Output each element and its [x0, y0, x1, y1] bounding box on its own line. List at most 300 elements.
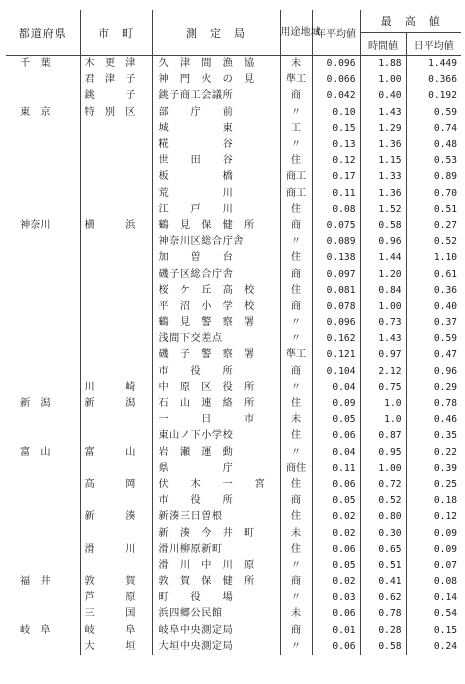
- max-daily-cell: 0.37: [433, 317, 457, 329]
- prefecture-cell: [6, 428, 80, 444]
- table-row: [6, 639, 461, 655]
- prefecture-cell: [6, 315, 80, 331]
- table-row: [6, 88, 461, 104]
- header-max-daily: 日平均値: [413, 40, 454, 52]
- station-cell: 一 日 市: [152, 412, 280, 428]
- station-cell: 鶴 見 保 健 所: [152, 218, 280, 234]
- max-daily-cell: 0.07: [433, 559, 457, 571]
- table-row: [6, 428, 461, 444]
- annual-average-cell: 0.02: [312, 509, 360, 525]
- city-cell: [80, 169, 152, 185]
- use-area-cell: 商: [280, 364, 312, 380]
- header-city: 市 町: [80, 10, 152, 56]
- header-use-area: 用途地域: [280, 10, 312, 56]
- annual-average-cell: 0.05: [312, 412, 360, 428]
- use-area-cell: 住: [280, 509, 312, 525]
- annual-average-cell: 0.06: [312, 477, 360, 493]
- annual-average-cell: 0.13: [312, 137, 360, 153]
- station-cell: 敦 賀 保 健 所: [152, 574, 280, 590]
- annual-average-cell: 0.11: [312, 186, 360, 202]
- use-area-cell: 住: [280, 202, 312, 218]
- annual-average-cell: 0.162: [312, 331, 360, 347]
- use-area-cell: 未: [280, 606, 312, 622]
- max-daily-cell: 0.08: [433, 576, 457, 588]
- max-daily-cell: 0.53: [433, 155, 457, 167]
- city-cell: [80, 250, 152, 266]
- station-cell: 桜 ケ 丘 高 校: [152, 283, 280, 299]
- city-cell: 岐 阜: [80, 623, 152, 639]
- table-row: [6, 105, 461, 121]
- max-daily-cell: 0.89: [433, 171, 457, 183]
- use-area-cell: 〃: [280, 380, 312, 396]
- annual-average-cell: 0.075: [312, 218, 360, 234]
- header-max-group: 最 高 値: [360, 10, 461, 33]
- max-daily-cell: 0.59: [433, 333, 457, 345]
- prefecture-cell: [6, 88, 80, 104]
- prefecture-cell: 岐 阜: [6, 623, 80, 639]
- max-hourly-cell: 0.30: [360, 525, 406, 541]
- table-row: [6, 72, 461, 88]
- station-cell: 久 津 間 漁 協: [152, 56, 280, 73]
- prefecture-cell: 新 潟: [6, 396, 80, 412]
- max-hourly-cell: 1.29: [360, 121, 406, 137]
- max-daily-cell: 0.22: [433, 446, 457, 458]
- max-daily-cell: 0.18: [433, 495, 457, 507]
- station-cell: 大垣中央測定局: [152, 639, 280, 655]
- city-cell: 川 崎: [80, 380, 152, 396]
- prefecture-cell: [6, 331, 80, 347]
- prefecture-cell: [6, 153, 80, 169]
- table-row: [6, 606, 461, 622]
- station-cell: 新 湊 今 井 町: [152, 525, 280, 541]
- prefecture-cell: [6, 347, 80, 363]
- station-cell: 県 庁: [152, 461, 280, 477]
- max-daily-cell: 0.52: [433, 236, 457, 248]
- table-row: [6, 574, 461, 590]
- city-cell: 芦 原: [80, 590, 152, 606]
- max-hourly-cell: 0.40: [360, 88, 406, 104]
- city-cell: 銚 子: [80, 88, 152, 104]
- city-cell: [80, 347, 152, 363]
- city-cell: [80, 412, 152, 428]
- table-row: [6, 266, 461, 282]
- prefecture-cell: [6, 525, 80, 541]
- annual-average-cell: 0.042: [312, 88, 360, 104]
- station-cell: 平 沼 小 学 校: [152, 299, 280, 315]
- max-hourly-cell: 0.80: [360, 509, 406, 525]
- prefecture-cell: [6, 542, 80, 558]
- prefecture-cell: [6, 137, 80, 153]
- use-area-cell: 〃: [280, 315, 312, 331]
- annual-average-cell: 0.15: [312, 121, 360, 137]
- air-quality-table: [6, 10, 461, 655]
- prefecture-cell: [6, 364, 80, 380]
- table-row: [6, 331, 461, 347]
- station-cell: 市 役 所: [152, 493, 280, 509]
- table-row: [6, 347, 461, 363]
- table-row: [6, 299, 461, 315]
- table-row: [6, 250, 461, 266]
- annual-average-cell: 0.06: [312, 428, 360, 444]
- annual-average-cell: 0.096: [312, 315, 360, 331]
- station-cell: 東山ノ下小学校: [152, 428, 280, 444]
- max-daily-cell: 0.54: [433, 608, 457, 620]
- station-cell: 町 役 場: [152, 590, 280, 606]
- annual-average-cell: 0.12: [312, 153, 360, 169]
- max-hourly-cell: 0.84: [360, 283, 406, 299]
- prefecture-cell: [6, 72, 80, 88]
- prefecture-cell: 富 山: [6, 445, 80, 461]
- station-cell: 市 役 所: [152, 364, 280, 380]
- max-daily-cell: 0.15: [433, 624, 457, 636]
- city-cell: [80, 315, 152, 331]
- table-row: [6, 477, 461, 493]
- max-hourly-cell: 0.58: [360, 639, 406, 655]
- max-hourly-cell: 0.87: [360, 428, 406, 444]
- max-daily-cell: 0.70: [433, 187, 457, 199]
- max-daily-cell: 0.47: [433, 349, 457, 361]
- city-cell: 新 湊: [80, 509, 152, 525]
- max-daily-cell: 0.14: [433, 592, 457, 604]
- prefecture-cell: [6, 590, 80, 606]
- city-cell: 滑 川: [80, 542, 152, 558]
- max-hourly-cell: 1.44: [360, 250, 406, 266]
- max-daily-cell: 0.40: [433, 300, 457, 312]
- city-cell: [80, 331, 152, 347]
- max-hourly-cell: 0.41: [360, 574, 406, 590]
- use-area-cell: 住: [280, 428, 312, 444]
- station-cell: 中 原 区 役 所: [152, 380, 280, 396]
- max-daily-cell: 0.35: [433, 430, 457, 442]
- max-hourly-cell: 1.0: [360, 412, 406, 428]
- table-row: [6, 234, 461, 250]
- prefecture-cell: [6, 202, 80, 218]
- table-row: [6, 590, 461, 606]
- max-hourly-cell: 0.52: [360, 493, 406, 509]
- max-daily-cell: 0.74: [433, 122, 457, 134]
- city-cell: 敦 賀: [80, 574, 152, 590]
- max-daily-cell: 0.59: [433, 106, 457, 118]
- table-row: [6, 542, 461, 558]
- prefecture-cell: [6, 234, 80, 250]
- table-row: [6, 153, 461, 169]
- city-cell: 横 浜: [80, 218, 152, 234]
- annual-average-cell: 0.04: [312, 445, 360, 461]
- annual-average-cell: 0.03: [312, 590, 360, 606]
- prefecture-cell: [6, 558, 80, 574]
- city-cell: 三 国: [80, 606, 152, 622]
- station-cell: 浜四郷公民館: [152, 606, 280, 622]
- city-cell: 新 潟: [80, 396, 152, 412]
- prefecture-cell: [6, 639, 80, 655]
- use-area-cell: 商工: [280, 169, 312, 185]
- station-cell: 神 門 火 の 見: [152, 72, 280, 88]
- max-hourly-cell: 0.62: [360, 590, 406, 606]
- station-cell: 磯子区総合庁舎: [152, 266, 280, 282]
- max-hourly-cell: 0.97: [360, 347, 406, 363]
- city-cell: [80, 364, 152, 380]
- annual-average-cell: 0.06: [312, 639, 360, 655]
- max-daily-cell: 0.39: [433, 462, 457, 474]
- header-max-hourly: 時間値: [360, 33, 406, 56]
- max-hourly-cell: 1.00: [360, 299, 406, 315]
- table-header: [6, 10, 461, 56]
- use-area-cell: 〃: [280, 445, 312, 461]
- station-cell: 世 田 谷: [152, 153, 280, 169]
- station-cell: 荒 川: [152, 186, 280, 202]
- prefecture-cell: [6, 606, 80, 622]
- use-area-cell: 商: [280, 299, 312, 315]
- use-area-cell: 〃: [280, 105, 312, 121]
- max-hourly-cell: 0.75: [360, 380, 406, 396]
- prefecture-cell: 神奈川: [6, 218, 80, 234]
- city-cell: [80, 137, 152, 153]
- annual-average-cell: 0.05: [312, 558, 360, 574]
- max-hourly-cell: 0.65: [360, 542, 406, 558]
- city-cell: 木 更 津: [80, 56, 152, 73]
- max-daily-cell: 0.96: [433, 365, 457, 377]
- annual-average-cell: 0.104: [312, 364, 360, 380]
- max-daily-cell: 0.09: [433, 543, 457, 555]
- use-area-cell: 〃: [280, 234, 312, 250]
- max-daily-cell: 0.61: [433, 268, 457, 280]
- max-daily-cell: 0.09: [433, 527, 457, 539]
- annual-average-cell: 0.05: [312, 493, 360, 509]
- station-cell: 江 戸 川: [152, 202, 280, 218]
- use-area-cell: 商: [280, 218, 312, 234]
- annual-average-cell: 0.081: [312, 283, 360, 299]
- use-area-cell: 住: [280, 250, 312, 266]
- annual-average-cell: 0.066: [312, 72, 360, 88]
- prefecture-cell: [6, 412, 80, 428]
- use-area-cell: 商工: [280, 186, 312, 202]
- table-row: [6, 380, 461, 396]
- use-area-cell: 住: [280, 396, 312, 412]
- max-hourly-cell: 1.20: [360, 266, 406, 282]
- annual-average-cell: 0.089: [312, 234, 360, 250]
- max-hourly-cell: 1.88: [360, 56, 406, 73]
- table-row: [6, 412, 461, 428]
- max-daily-cell: 0.12: [433, 511, 457, 523]
- prefecture-cell: [6, 121, 80, 137]
- use-area-cell: 商: [280, 88, 312, 104]
- prefecture-cell: 福 井: [6, 574, 80, 590]
- prefecture-cell: 東 京: [6, 105, 80, 121]
- annual-average-cell: 0.01: [312, 623, 360, 639]
- use-area-cell: 住: [280, 477, 312, 493]
- city-cell: 大 垣: [80, 639, 152, 655]
- max-hourly-cell: 1.52: [360, 202, 406, 218]
- max-hourly-cell: 2.12: [360, 364, 406, 380]
- table-row: [6, 315, 461, 331]
- max-daily-cell: 1.10: [433, 252, 457, 264]
- prefecture-cell: [6, 250, 80, 266]
- station-cell: 神奈川区総合庁舎: [152, 234, 280, 250]
- table-row: [6, 137, 461, 153]
- table-row: [6, 186, 461, 202]
- city-cell: [80, 461, 152, 477]
- table-row: [6, 493, 461, 509]
- table-body: [6, 56, 461, 655]
- max-hourly-cell: 0.96: [360, 234, 406, 250]
- annual-average-cell: 0.08: [312, 202, 360, 218]
- table-row: [6, 525, 461, 541]
- use-area-cell: 未: [280, 56, 312, 73]
- prefecture-cell: [6, 283, 80, 299]
- use-area-cell: 未: [280, 412, 312, 428]
- annual-average-cell: 0.02: [312, 525, 360, 541]
- max-hourly-cell: 0.72: [360, 477, 406, 493]
- station-cell: 部 庁 前: [152, 105, 280, 121]
- city-cell: [80, 493, 152, 509]
- max-daily-cell: 0.25: [433, 478, 457, 490]
- station-cell: 石 山 連 絡 所: [152, 396, 280, 412]
- max-hourly-cell: 1.00: [360, 461, 406, 477]
- prefecture-cell: [6, 299, 80, 315]
- city-cell: [80, 121, 152, 137]
- use-area-cell: 工: [280, 121, 312, 137]
- max-daily-cell: 0.46: [433, 414, 457, 426]
- station-cell: 伏 木 一 宮: [152, 477, 280, 493]
- use-area-cell: 未: [280, 525, 312, 541]
- station-cell: 銚子商工会議所: [152, 88, 280, 104]
- annual-average-cell: 0.078: [312, 299, 360, 315]
- use-area-cell: 住: [280, 283, 312, 299]
- max-daily-cell: 1.449: [428, 58, 457, 70]
- city-cell: [80, 558, 152, 574]
- prefecture-cell: [6, 186, 80, 202]
- table-row: [6, 121, 461, 137]
- table-row: [6, 461, 461, 477]
- max-hourly-cell: 0.78: [360, 606, 406, 622]
- city-cell: [80, 202, 152, 218]
- use-area-cell: 〃: [280, 558, 312, 574]
- station-cell: 滑川柳原新町: [152, 542, 280, 558]
- max-daily-cell: 0.192: [428, 90, 457, 102]
- use-area-cell: 商: [280, 493, 312, 509]
- header-annual-average: 年平均値: [312, 10, 360, 56]
- use-area-cell: 商住: [280, 461, 312, 477]
- max-daily-cell: 0.27: [433, 219, 457, 231]
- max-hourly-cell: 1.33: [360, 169, 406, 185]
- header-prefecture: 都道府県: [6, 10, 80, 56]
- max-hourly-cell: 0.58: [360, 218, 406, 234]
- table-row: [6, 396, 461, 412]
- use-area-cell: 〃: [280, 331, 312, 347]
- table-row: [6, 169, 461, 185]
- annual-average-cell: 0.17: [312, 169, 360, 185]
- max-hourly-cell: 1.0: [360, 396, 406, 412]
- max-daily-cell: 0.78: [433, 398, 457, 410]
- max-hourly-cell: 1.43: [360, 331, 406, 347]
- annual-average-cell: 0.10: [312, 105, 360, 121]
- max-daily-cell: 0.366: [428, 74, 457, 86]
- annual-average-cell: 0.11: [312, 461, 360, 477]
- use-area-cell: 商: [280, 574, 312, 590]
- max-hourly-cell: 0.28: [360, 623, 406, 639]
- annual-average-cell: 0.02: [312, 574, 360, 590]
- city-cell: [80, 186, 152, 202]
- annual-average-cell: 0.06: [312, 606, 360, 622]
- prefecture-cell: [6, 477, 80, 493]
- station-cell: 岐阜中央測定局: [152, 623, 280, 639]
- city-cell: [80, 428, 152, 444]
- table-row: [6, 445, 461, 461]
- max-hourly-cell: 0.51: [360, 558, 406, 574]
- city-cell: [80, 299, 152, 315]
- use-area-cell: 商: [280, 623, 312, 639]
- prefecture-cell: [6, 461, 80, 477]
- max-hourly-cell: 1.36: [360, 137, 406, 153]
- station-cell: 城 東: [152, 121, 280, 137]
- station-cell: 岩 瀬 運 動: [152, 445, 280, 461]
- city-cell: 特 別 区: [80, 105, 152, 121]
- table-row: [6, 558, 461, 574]
- use-area-cell: 〃: [280, 590, 312, 606]
- prefecture-cell: [6, 509, 80, 525]
- prefecture-cell: [6, 493, 80, 509]
- max-daily-cell: 0.36: [433, 284, 457, 296]
- annual-average-cell: 0.06: [312, 542, 360, 558]
- city-cell: [80, 234, 152, 250]
- use-area-cell: 住: [280, 153, 312, 169]
- use-area-cell: 準工: [280, 347, 312, 363]
- table-row: [6, 623, 461, 639]
- max-hourly-cell: 1.00: [360, 72, 406, 88]
- annual-average-cell: 0.097: [312, 266, 360, 282]
- use-area-cell: 〃: [280, 137, 312, 153]
- table-row: [6, 202, 461, 218]
- prefecture-cell: [6, 266, 80, 282]
- city-cell: [80, 153, 152, 169]
- max-hourly-cell: 0.73: [360, 315, 406, 331]
- header-station: 測 定 局: [152, 10, 280, 56]
- station-cell: 磯 子 警 察 署: [152, 347, 280, 363]
- prefecture-cell: [6, 380, 80, 396]
- station-cell: 滑 川 中 川 原: [152, 558, 280, 574]
- station-cell: 板 橋: [152, 169, 280, 185]
- max-hourly-cell: 1.43: [360, 105, 406, 121]
- max-daily-cell: 0.48: [433, 139, 457, 151]
- use-area-cell: 〃: [280, 639, 312, 655]
- annual-average-cell: 0.09: [312, 396, 360, 412]
- table-row: [6, 364, 461, 380]
- table-row: [6, 218, 461, 234]
- use-area-cell: 住: [280, 542, 312, 558]
- max-hourly-cell: 1.36: [360, 186, 406, 202]
- table-row: [6, 56, 461, 73]
- max-daily-cell: 0.51: [433, 203, 457, 215]
- prefecture-cell: 千 葉: [6, 56, 80, 73]
- station-cell: 新湊三日曽根: [152, 509, 280, 525]
- use-area-cell: 商: [280, 266, 312, 282]
- city-cell: [80, 266, 152, 282]
- max-daily-cell: 0.24: [433, 640, 457, 652]
- station-cell: 加 曽 台: [152, 250, 280, 266]
- prefecture-cell: [6, 169, 80, 185]
- table-row: [6, 509, 461, 525]
- annual-average-cell: 0.121: [312, 347, 360, 363]
- annual-average-cell: 0.096: [312, 56, 360, 73]
- use-area-cell: 準工: [280, 72, 312, 88]
- city-cell: 富 山: [80, 445, 152, 461]
- annual-average-cell: 0.04: [312, 380, 360, 396]
- city-cell: 高 岡: [80, 477, 152, 493]
- city-cell: [80, 525, 152, 541]
- station-cell: 糀 谷: [152, 137, 280, 153]
- city-cell: 君 津 子: [80, 72, 152, 88]
- city-cell: [80, 283, 152, 299]
